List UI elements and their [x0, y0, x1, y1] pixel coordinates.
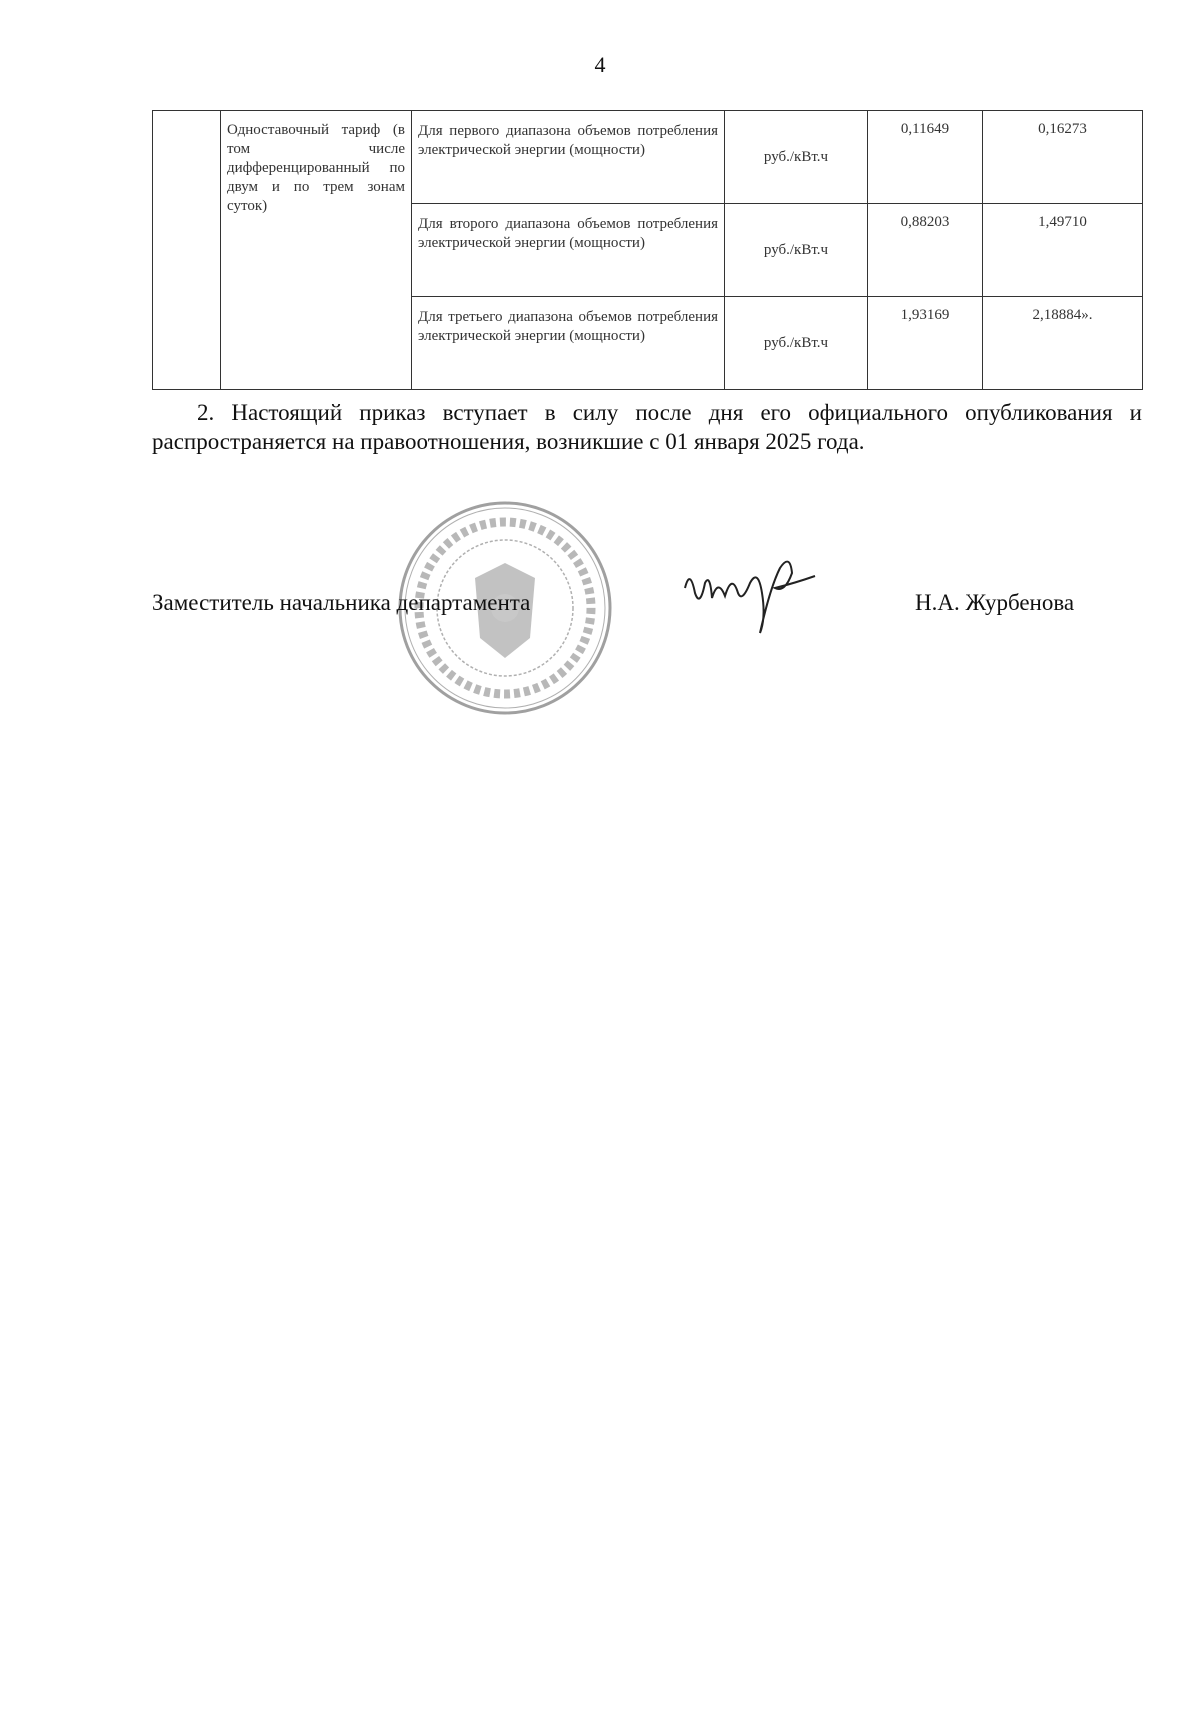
unit-cell: руб./кВт.ч — [725, 111, 868, 204]
value1-cell: 0,11649 — [868, 111, 983, 204]
tariff-table — [152, 110, 1143, 390]
signatory-position: Заместитель начальника департамента — [152, 590, 531, 615]
handwritten-signature — [680, 548, 820, 638]
signatory-name: Н.А. Журбенова — [915, 590, 1075, 615]
page-number: 4 — [594, 52, 606, 77]
unit-cell: руб./кВт.ч — [725, 204, 868, 297]
range-cell: Для первого диапазона объемов потребления электрической энергии (мощности) — [412, 111, 725, 204]
tariff-type-cell: Одноставочный тариф (в том числе дифференцированный по двум и по трем зонам суток) — [221, 111, 412, 390]
unit-cell: руб./кВт.ч — [725, 297, 868, 390]
value2-cell: 2,18884». — [983, 297, 1143, 390]
range-cell: Для второго диапазона объемов потребления электрической энергии (мощности) — [412, 204, 725, 297]
value2-cell: 0,16273 — [983, 111, 1143, 204]
value2-cell: 1,49710 — [983, 204, 1143, 297]
empty-cell — [153, 111, 221, 390]
value1-cell: 0,88203 — [868, 204, 983, 297]
effective-date-paragraph: 2. Настоящий приказ вступает в силу после дня его официального опубликования и распространяется на правоотношения, возникшие с 01 января 2025 года. — [152, 400, 1142, 454]
value1-cell: 1,93169 — [868, 297, 983, 390]
range-cell: Для третьего диапазона объемов потребления электрической энергии (мощности) — [412, 297, 725, 390]
table-row — [153, 111, 1143, 204]
